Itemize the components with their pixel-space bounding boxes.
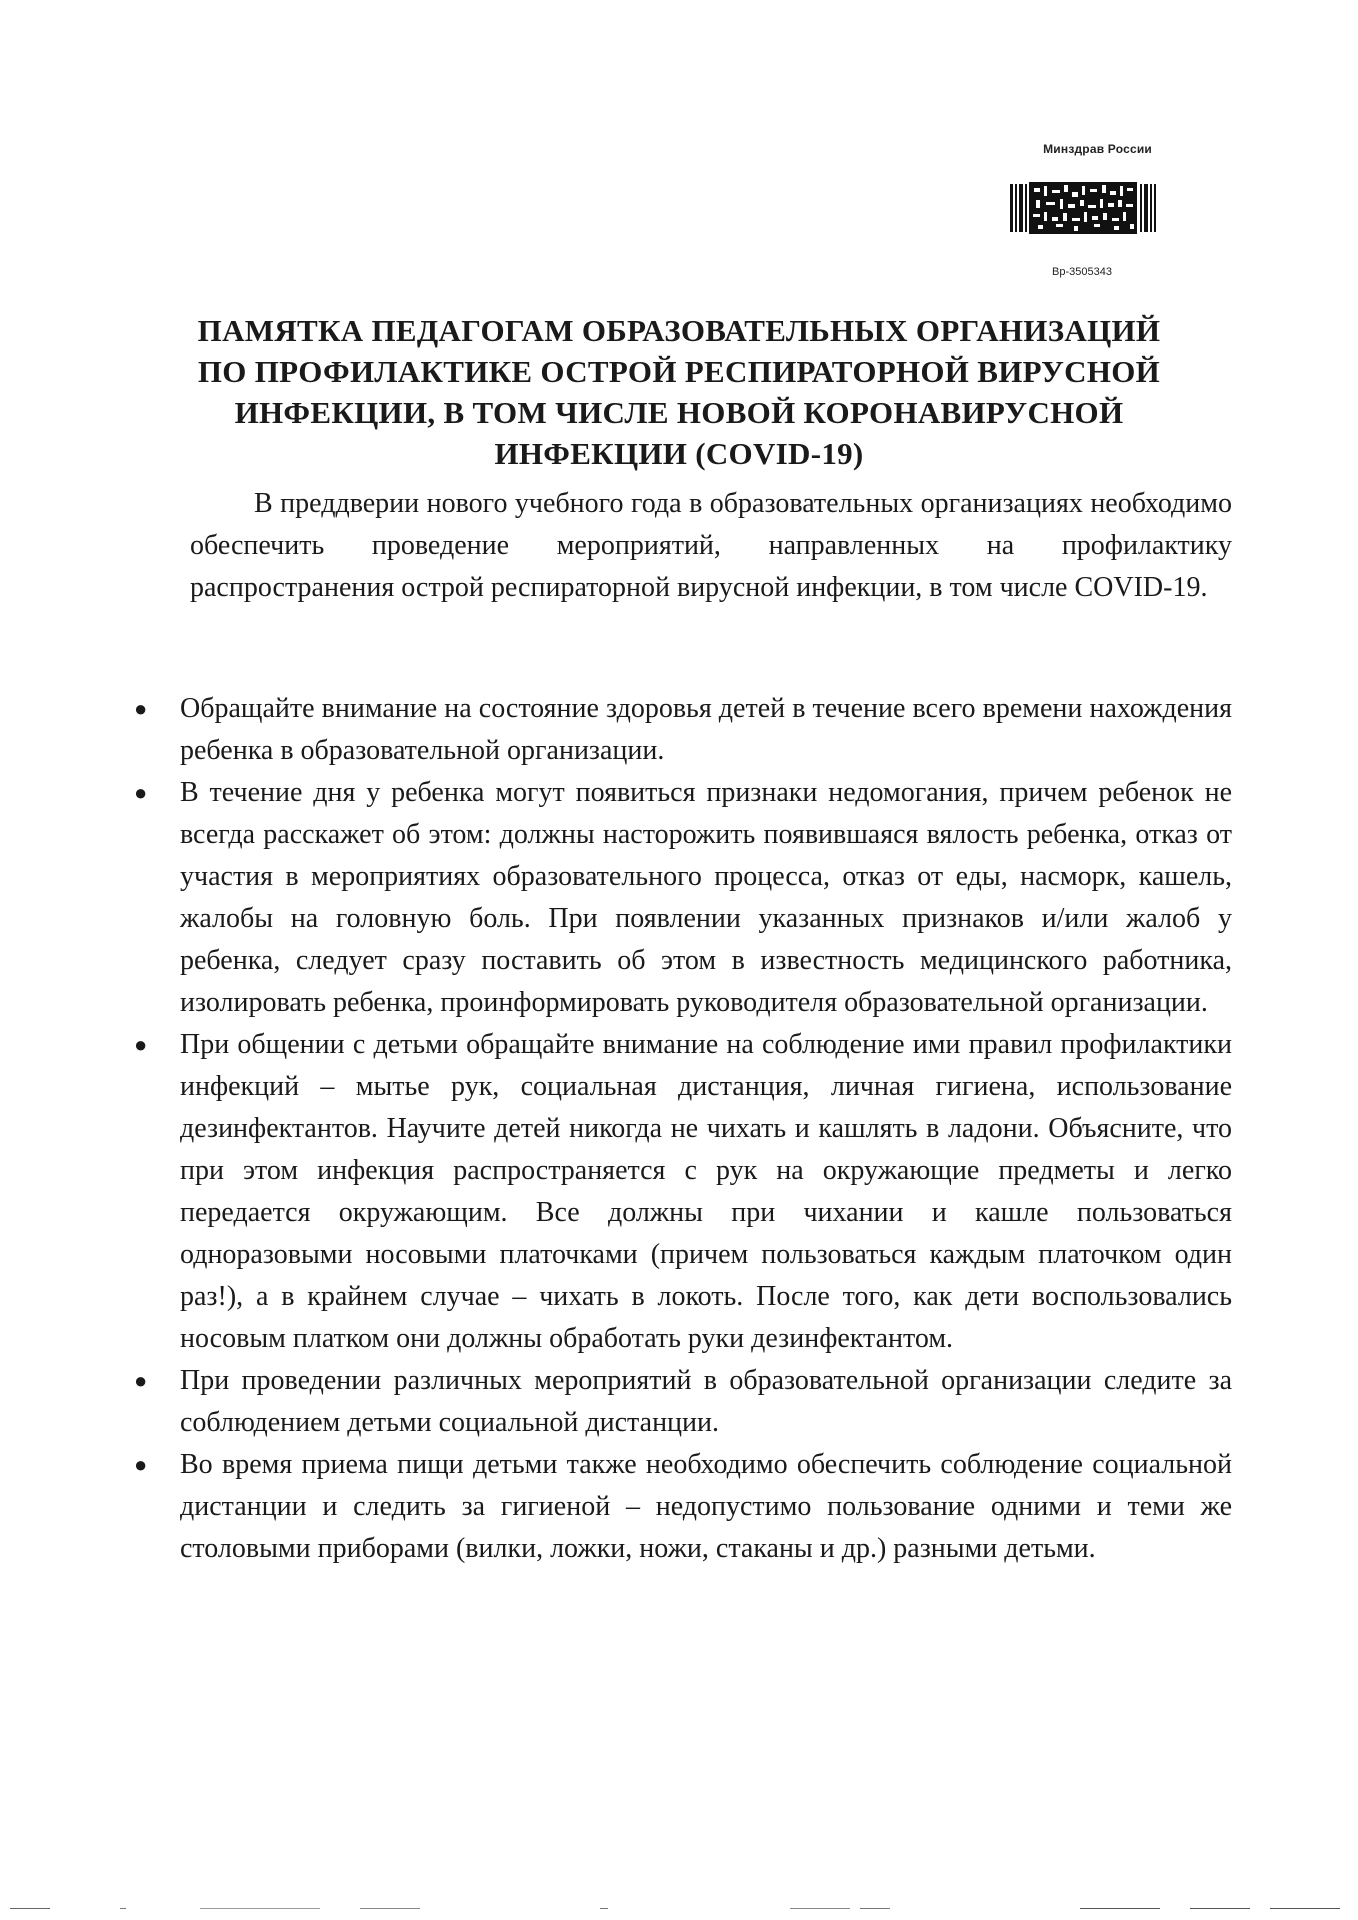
intro-paragraph: В преддверии нового учебного года в образовательных организациях необходимо обеспечить проведение мероприятий, направленных на профилактику распространения острой респираторной вирусной инфекции, в том числе COVID-19. xyxy=(190,488,1232,603)
list-item-text: В течение дня у ребенка могут появиться признаки недомогания, причем ребенок не всегда расскажет об этом: должны насторожить появившаяся вялость ребенка, отказ от участия в мероприятиях образовательного процесса, отказ от еды, насморк, кашель, жалобы на головную боль. При появлении указанных признаков и/или жалоб у ребенка, следует сразу поставить об этом в известность медицинского работника, изолировать ребенка, проинформировать руководителя образовательной организации. xyxy=(180,777,1232,1018)
list-item-text: Обращайте внимание на состояние здоровья детей в течение всего времени нахождения ребенка в образовательной организации. xyxy=(180,693,1232,766)
bullet-icon: ● xyxy=(134,1452,148,1477)
list-item xyxy=(130,1024,1232,1360)
list-item xyxy=(130,1360,1232,1444)
title-line: ИНФЕКЦИИ, В ТОМ ЧИСЛЕ НОВОЙ КОРОНАВИРУСНОЙ xyxy=(234,395,1124,430)
title-line: ПАМЯТКА ПЕДАГОГАМ ОБРАЗОВАТЕЛЬНЫХ ОРГАНИЗАЦИЙ xyxy=(197,313,1161,348)
bullet-list xyxy=(130,688,1232,1570)
document-title xyxy=(170,310,1188,474)
stamp-organization: Минздрав России xyxy=(1043,142,1152,156)
list-item xyxy=(130,772,1232,1024)
bullet-icon: ● xyxy=(134,1032,148,1057)
registration-number: Вр-3505343 xyxy=(1052,266,1112,278)
barcode-icon xyxy=(1008,180,1158,236)
bullet-icon: ● xyxy=(134,780,148,805)
list-item-text: Во время приема пищи детьми также необходимо обеспечить соблюдение социальной дистанции и следить за гигиеной – недопустимо пользование одними и теми же столовыми приборами (вилки, ложки, ножи, стаканы и др.) разными детьми. xyxy=(180,1449,1232,1564)
bullet-icon: ● xyxy=(134,1368,148,1393)
scan-artifact xyxy=(0,1906,1358,1912)
bullet-icon: ● xyxy=(134,696,148,721)
list-item xyxy=(130,1444,1232,1570)
title-line: ПО ПРОФИЛАКТИКЕ ОСТРОЙ РЕСПИРАТОРНОЙ ВИРУСНОЙ xyxy=(197,354,1161,389)
title-line: ИНФЕКЦИИ (COVID-19) xyxy=(494,436,864,471)
list-item xyxy=(130,688,1232,772)
list-item-text: При проведении различных мероприятий в образовательной организации следите за соблюдением детьми социальной дистанции. xyxy=(180,1365,1232,1438)
list-item-text: При общении с детьми обращайте внимание на соблюдение ими правил профилактики инфекций – мытье рук, социальная дистанция, личная гигиена, использование дезинфектантов. Научите детей никогда не чихать и кашлять в ладони. Объясните, что при этом инфекция распространяется с рук на окружающие предметы и легко передается окружающим. Все должны при чихании и кашле пользоваться одноразовыми носовыми платочками (причем пользоваться каждым платочком один раз!), а в крайнем случае – чихать в локоть. После того, как дети воспользовались носовым платком они должны обработать руки дезинфектантом. xyxy=(180,1029,1232,1354)
registration-stamp xyxy=(958,142,1158,278)
